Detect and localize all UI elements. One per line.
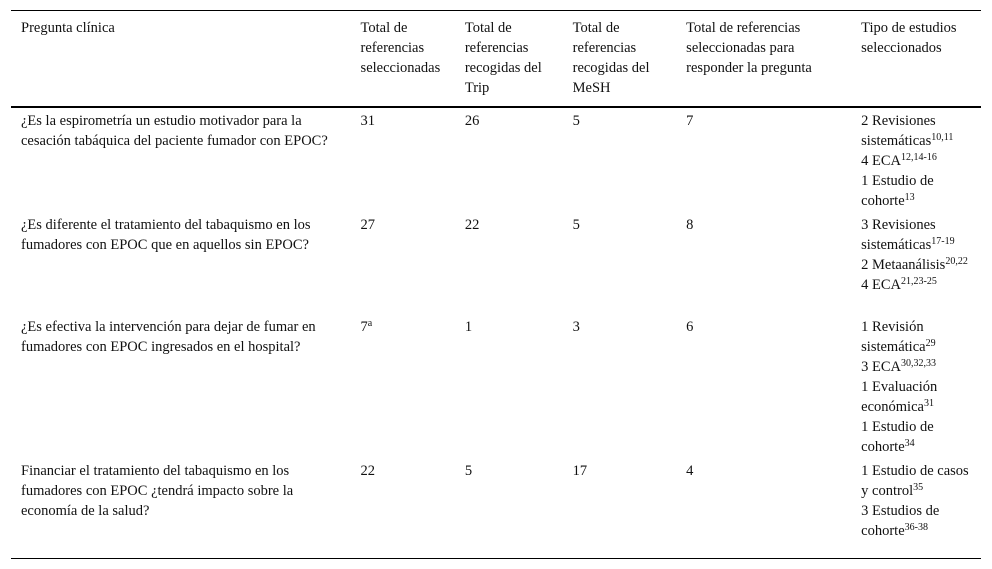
table-row xyxy=(11,457,981,559)
study-type-refs: 20,22 xyxy=(945,256,968,267)
study-type-text: 3 Revisiones sistemáticas xyxy=(861,217,936,253)
study-type-line xyxy=(861,417,971,457)
table-body xyxy=(11,107,981,559)
cell-trip: 1 xyxy=(464,319,473,335)
study-type-text: 2 Metaanálisis xyxy=(861,257,946,273)
cell-mesh: 5 xyxy=(572,217,580,233)
cell-seleccionadas-value: 22 xyxy=(360,463,376,479)
cell-seleccionadas xyxy=(351,211,455,313)
cell-mesh: 17 xyxy=(572,463,588,479)
cell-trip: 22 xyxy=(464,217,480,233)
study-type-text: 3 ECA xyxy=(861,359,902,375)
study-type-text: 1 Estudio de cohorte xyxy=(861,419,934,455)
table-row xyxy=(11,313,981,457)
cell-tipo xyxy=(851,211,981,313)
study-type-refs: 13 xyxy=(904,192,915,203)
cell-responder: 8 xyxy=(686,217,694,233)
study-type-refs: 36-38 xyxy=(904,522,928,533)
header-pregunta: Pregunta clínica xyxy=(21,20,115,36)
study-type-refs: 34 xyxy=(904,438,915,449)
cell-tipo xyxy=(851,457,981,559)
study-type-text: 1 Estudio de cohorte xyxy=(861,173,934,209)
study-type-line xyxy=(861,461,971,501)
header-responder: Total de referencias seleccionadas para responder la pregunta xyxy=(686,20,812,76)
study-type-text: 4 ECA xyxy=(861,277,902,293)
study-type-line xyxy=(861,171,971,211)
cell-seleccionadas-note: a xyxy=(367,318,373,329)
study-type-refs: 21,23-25 xyxy=(901,276,937,287)
cell-mesh: 5 xyxy=(572,113,580,129)
header-tipo: Tipo de estudios seleccionados xyxy=(861,20,957,56)
study-type-text: 1 Evaluación económica xyxy=(861,379,938,415)
cell-pregunta: Financiar el tratamiento del tabaquismo en los fumadores con EPOC ¿tendrá impacto sobre la economía de la salud? xyxy=(21,463,294,519)
study-type-refs: 12,14-16 xyxy=(901,152,937,163)
study-type-line xyxy=(861,357,971,377)
study-type-refs: 29 xyxy=(925,338,936,349)
cell-pregunta: ¿Es diferente el tratamiento del tabaquismo en los fumadores con EPOC que en aquellos sin EPOC? xyxy=(21,217,311,253)
study-type-line xyxy=(861,111,971,151)
cell-responder: 4 xyxy=(686,463,694,479)
cell-seleccionadas xyxy=(351,457,455,559)
cell-seleccionadas-value: 31 xyxy=(360,113,376,129)
cell-trip: 26 xyxy=(464,113,480,129)
study-type-line xyxy=(861,377,971,417)
header-row xyxy=(11,11,981,108)
cell-responder: 6 xyxy=(686,319,694,335)
cell-pregunta: ¿Es efectiva la intervención para dejar de fumar en fumadores con EPOC ingresados en el hospital? xyxy=(21,319,316,355)
cell-trip: 5 xyxy=(464,463,473,479)
study-type-refs: 35 xyxy=(913,482,924,493)
header-trip: Total de referencias recogidas del Trip xyxy=(464,20,542,96)
study-type-line xyxy=(861,151,971,171)
table-header xyxy=(11,11,981,108)
study-type-refs: 30,32,33 xyxy=(901,358,937,369)
header-seleccionadas: Total de referencias seleccionadas xyxy=(360,20,441,76)
study-type-line xyxy=(861,255,971,275)
cell-mesh: 3 xyxy=(572,319,580,335)
study-type-line xyxy=(861,275,971,295)
table-row xyxy=(11,211,981,313)
studies-table xyxy=(11,10,981,559)
study-type-line xyxy=(861,501,971,541)
study-type-refs: 17-19 xyxy=(931,236,955,247)
study-type-refs: 10,11 xyxy=(931,132,954,143)
table-row xyxy=(11,107,981,211)
study-type-text: 1 Estudio de casos y control xyxy=(861,463,969,499)
cell-pregunta: ¿Es la espirometría un estudio motivador para la cesación tabáquica del paciente fumador con EPOC? xyxy=(21,113,328,149)
study-type-line xyxy=(861,215,971,255)
cell-responder: 7 xyxy=(686,113,694,129)
header-mesh: Total de referencias recogidas del MeSH xyxy=(572,20,650,96)
study-type-text: 3 Estudios de cohorte xyxy=(861,503,940,539)
study-type-text: 2 Revisiones sistemáticas xyxy=(861,113,936,149)
cell-seleccionadas xyxy=(351,107,455,211)
cell-tipo xyxy=(851,107,981,211)
study-type-line xyxy=(861,317,971,357)
study-type-refs: 31 xyxy=(923,398,934,409)
study-type-text: 1 Revisión sistemática xyxy=(861,319,926,355)
cell-seleccionadas-value: 7 xyxy=(360,319,368,335)
cell-seleccionadas-value: 27 xyxy=(360,217,376,233)
cell-seleccionadas xyxy=(351,313,455,457)
study-type-text: 4 ECA xyxy=(861,153,902,169)
cell-tipo xyxy=(851,313,981,457)
